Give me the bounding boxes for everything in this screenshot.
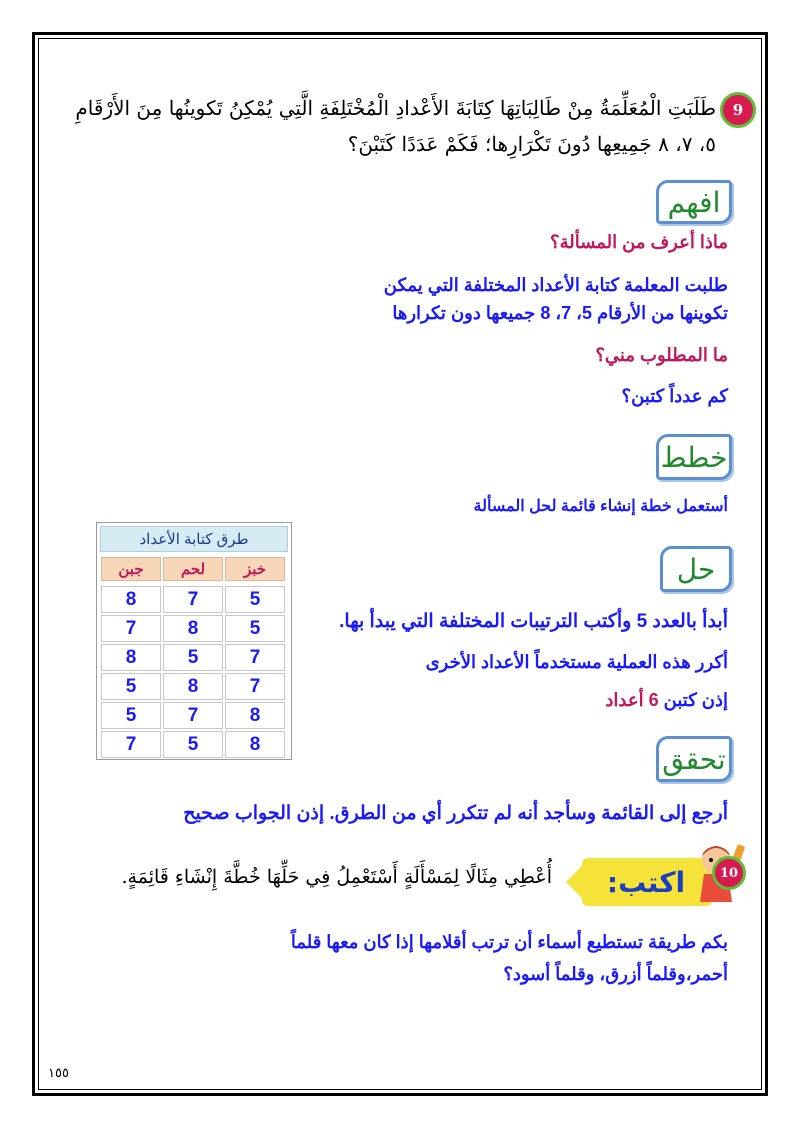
table-header-bread: خبز (225, 557, 285, 581)
table-title: طرق كتابة الأعداد (100, 526, 288, 552)
verify-text: أرجع إلى القائمة وسأجد أنه لم تتكرر أي من الطرق. إذن الجواب صحيح (183, 803, 728, 824)
solve-conclusion-number: 6 (648, 690, 659, 710)
table-cell: 8 (163, 615, 223, 642)
question-10-answer-line-2: أحمر،وقلماً أزرق، وقلماً أسود؟ (503, 964, 728, 984)
question-number-badge (712, 856, 746, 890)
table-cell: 5 (163, 731, 223, 758)
question-number: 10 (719, 865, 739, 881)
understand-badge-label: افهم (667, 185, 721, 219)
table-cell: 8 (225, 731, 285, 758)
table-header-meat: لحم (163, 557, 223, 581)
understand-answer-1-line-1: طلبت المعلمة كتابة الأعداد المختلفة التي يمكن (383, 275, 728, 295)
understand-question-1: ماذا أعرف من المسألة؟ (550, 232, 728, 252)
table-cell: 7 (101, 615, 161, 642)
table-cell: 5 (101, 673, 161, 700)
table-cell: 7 (225, 673, 285, 700)
verify-badge-label: تحقق (662, 742, 726, 776)
understand-badge (656, 180, 732, 224)
table-cell: 8 (101, 644, 161, 671)
table-cell: 7 (163, 586, 223, 613)
table-cell: 8 (101, 586, 161, 613)
question-10-text: أُعْطِي مِثَالًا لِمَسْأَلَةٍ أَسْتَعْمِلُ فِي حَلِّهَا خُطَّةَ إِنْشَاءِ قَائِمَةٍ. (121, 866, 552, 888)
question-9-line-2: ٥، ٧، ٨ جَمِيعِها دُونَ تَكْرَارِها؛ فَكَمْ عَدَدًا كَتَبْنَ؟ (347, 132, 716, 156)
table-cell: 8 (225, 702, 285, 729)
table-cell: 7 (101, 731, 161, 758)
solve-conclusion-prefix: إذن كتبن (663, 690, 728, 710)
table-cell: 5 (163, 644, 223, 671)
table-cell: 8 (163, 673, 223, 700)
solve-conclusion (605, 690, 728, 711)
understand-answer-2: كم عدداً كتبن؟ (621, 386, 728, 406)
solve-badge (660, 546, 732, 592)
table-cell: 5 (225, 615, 285, 642)
understand-question-2: ما المطلوب مني؟ (595, 345, 728, 365)
table-header-cheese: جبن (101, 557, 161, 581)
solve-line-2: أكرر هذه العملية مستخدماً الأعداد الأخرى (425, 652, 728, 672)
question-9-line-1: طَلَبَتِ الْمُعَلِّمَةُ مِنْ طَالِبَاتِهَا كِتَابَةَ الأَعْدادِ الْمُخْتَلِفَةِ الَّتِي يُمْكِنُ تَكوينُها مِنَ الأَرْقَامِ (75, 96, 716, 120)
page-number: ١٥٥ (48, 1066, 69, 1081)
plan-text: أستعمل خطة إنشاء قائمة لحل المسألة (473, 498, 728, 515)
ways-table (96, 522, 292, 760)
table-cell: 5 (101, 702, 161, 729)
question-number: 9 (732, 101, 744, 119)
verify-badge (656, 736, 732, 782)
plan-badge-label: خطط (660, 440, 728, 474)
table-cell: 5 (225, 586, 285, 613)
plan-badge (656, 434, 732, 480)
understand-answer-1-line-2: تكوينها من الأرقام 5، 7، 8 جميعها دون تكرارها (392, 303, 728, 323)
solve-badge-label: حل (676, 552, 716, 586)
solve-line-1: أبدأ بالعدد 5 وأكتب الترتيبات المختلفة التي يبدأ بها. (339, 611, 728, 632)
write-label: اكتب: (606, 865, 686, 899)
table-cell: 7 (163, 702, 223, 729)
question-10-answer-line-1: بكم طريقة تستطيع أسماء أن ترتب أقلامها إذا كان معها قلماً (290, 932, 728, 952)
question-number-badge (720, 92, 756, 128)
table-cell: 7 (225, 644, 285, 671)
solve-conclusion-suffix: أعداد (605, 690, 644, 710)
